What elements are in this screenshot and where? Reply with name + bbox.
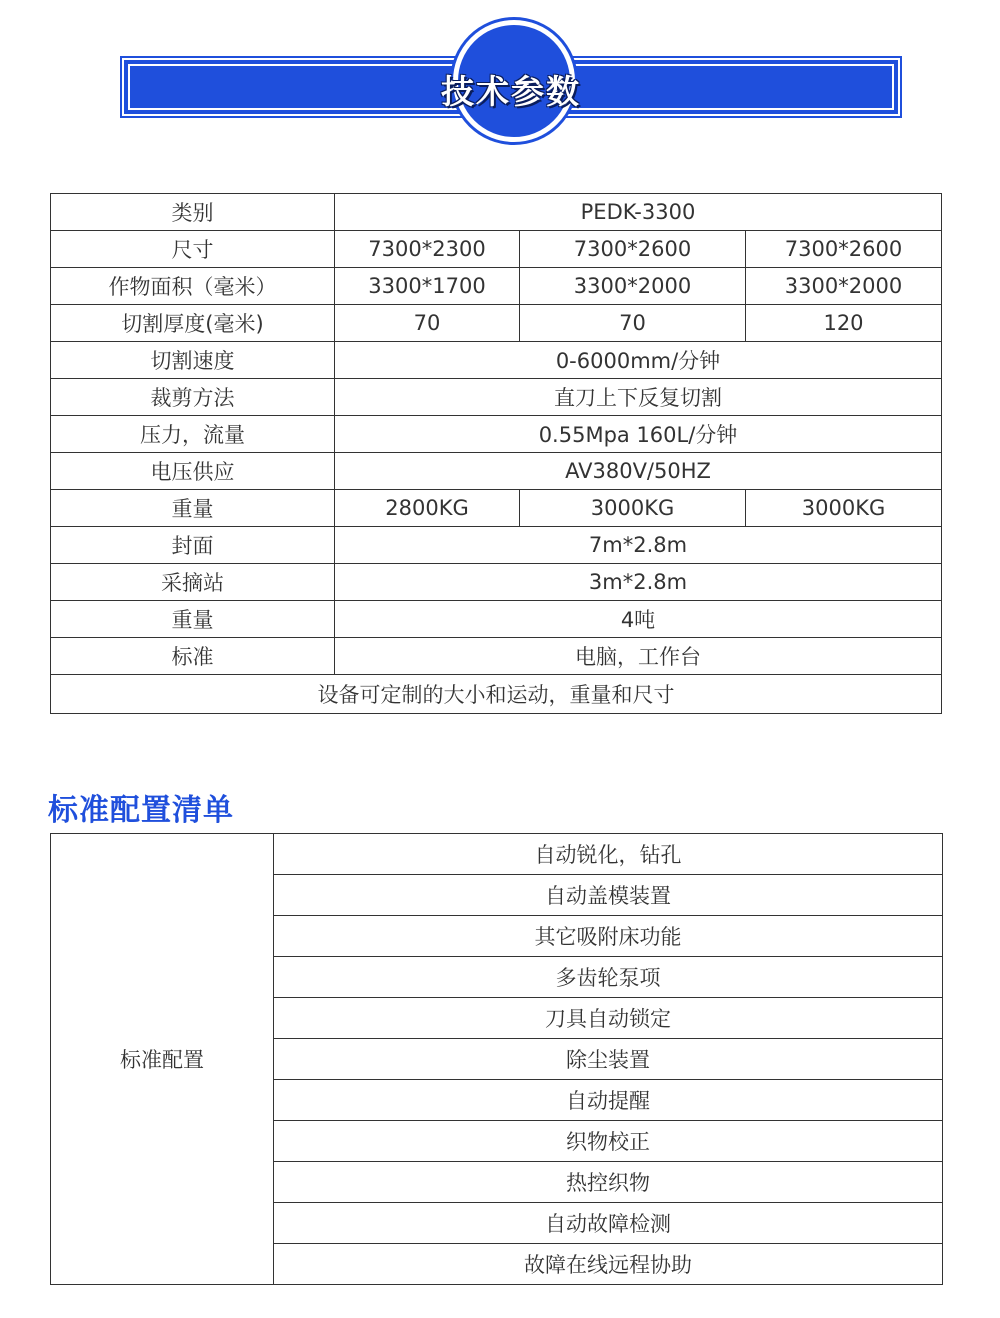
spec-label: 裁剪方法 — [51, 379, 335, 416]
spec-value: 70 — [335, 305, 520, 342]
spec-value: 120 — [746, 305, 942, 342]
spec-row — [51, 342, 942, 379]
spec-value: 7300*2300 — [335, 231, 520, 268]
spec-value: 2800KG — [335, 490, 520, 527]
config-item: 其它吸附床功能 — [274, 916, 943, 957]
spec-row — [51, 416, 942, 453]
spec-row — [51, 527, 942, 564]
spec-row — [51, 601, 942, 638]
spec-label: 作物面积（毫米） — [51, 268, 335, 305]
spec-value: 7300*2600 — [746, 231, 942, 268]
spec-label: 重量 — [51, 490, 335, 527]
config-item: 织物校正 — [274, 1121, 943, 1162]
spec-value: 4吨 — [335, 601, 942, 638]
spec-label: 采摘站 — [51, 564, 335, 601]
spec-row — [51, 231, 942, 268]
config-item: 自动锐化，钻孔 — [274, 834, 943, 875]
config-item: 除尘装置 — [274, 1039, 943, 1080]
spec-value: 3m*2.8m — [335, 564, 942, 601]
config-item: 热控织物 — [274, 1162, 943, 1203]
config-item: 自动提醒 — [274, 1080, 943, 1121]
spec-value: 直刀上下反复切割 — [335, 379, 942, 416]
config-row — [51, 834, 943, 875]
spec-value: 7m*2.8m — [335, 527, 942, 564]
config-item: 多齿轮泵项 — [274, 957, 943, 998]
config-group-label: 标准配置 — [51, 834, 274, 1285]
config-item: 自动故障检测 — [274, 1203, 943, 1244]
spec-row — [51, 268, 942, 305]
spec-row — [51, 638, 942, 675]
spec-value: 7300*2600 — [520, 231, 746, 268]
spec-label: 类别 — [51, 194, 335, 231]
config-section-title: 标准配置清单 — [48, 793, 234, 828]
spec-value: 0.55Mpa 160L/分钟 — [335, 416, 942, 453]
spec-row — [51, 305, 942, 342]
spec-label: 切割速度 — [51, 342, 335, 379]
spec-label: 电压供应 — [51, 453, 335, 490]
spec-label: 封面 — [51, 527, 335, 564]
spec-value: 3000KG — [746, 490, 942, 527]
spec-row — [51, 453, 942, 490]
spec-label: 切割厚度(毫米) — [51, 305, 335, 342]
spec-value: 70 — [520, 305, 746, 342]
config-table — [50, 833, 943, 1285]
page-title: 技术参数 — [441, 72, 581, 111]
spec-value: PEDK-3300 — [335, 194, 942, 231]
spec-value: 3300*2000 — [520, 268, 746, 305]
spec-row — [51, 564, 942, 601]
spec-label: 重量 — [51, 601, 335, 638]
spec-table — [50, 193, 942, 714]
spec-row — [51, 490, 942, 527]
spec-footer-note: 设备可定制的大小和运动，重量和尺寸 — [51, 675, 942, 714]
spec-value: 3300*2000 — [746, 268, 942, 305]
spec-row — [51, 194, 942, 231]
spec-value: 3300*1700 — [335, 268, 520, 305]
spec-value: 3000KG — [520, 490, 746, 527]
spec-value: AV380V/50HZ — [335, 453, 942, 490]
spec-label: 尺寸 — [51, 231, 335, 268]
spec-value: 电脑，工作台 — [335, 638, 942, 675]
spec-row — [51, 379, 942, 416]
spec-value: 0-6000mm/分钟 — [335, 342, 942, 379]
config-item: 自动盖模装置 — [274, 875, 943, 916]
header-banner — [122, 58, 900, 116]
spec-footer-row — [51, 675, 942, 714]
spec-label: 压力，流量 — [51, 416, 335, 453]
config-item: 刀具自动锁定 — [274, 998, 943, 1039]
config-item: 故障在线远程协助 — [274, 1244, 943, 1285]
spec-label: 标准 — [51, 638, 335, 675]
